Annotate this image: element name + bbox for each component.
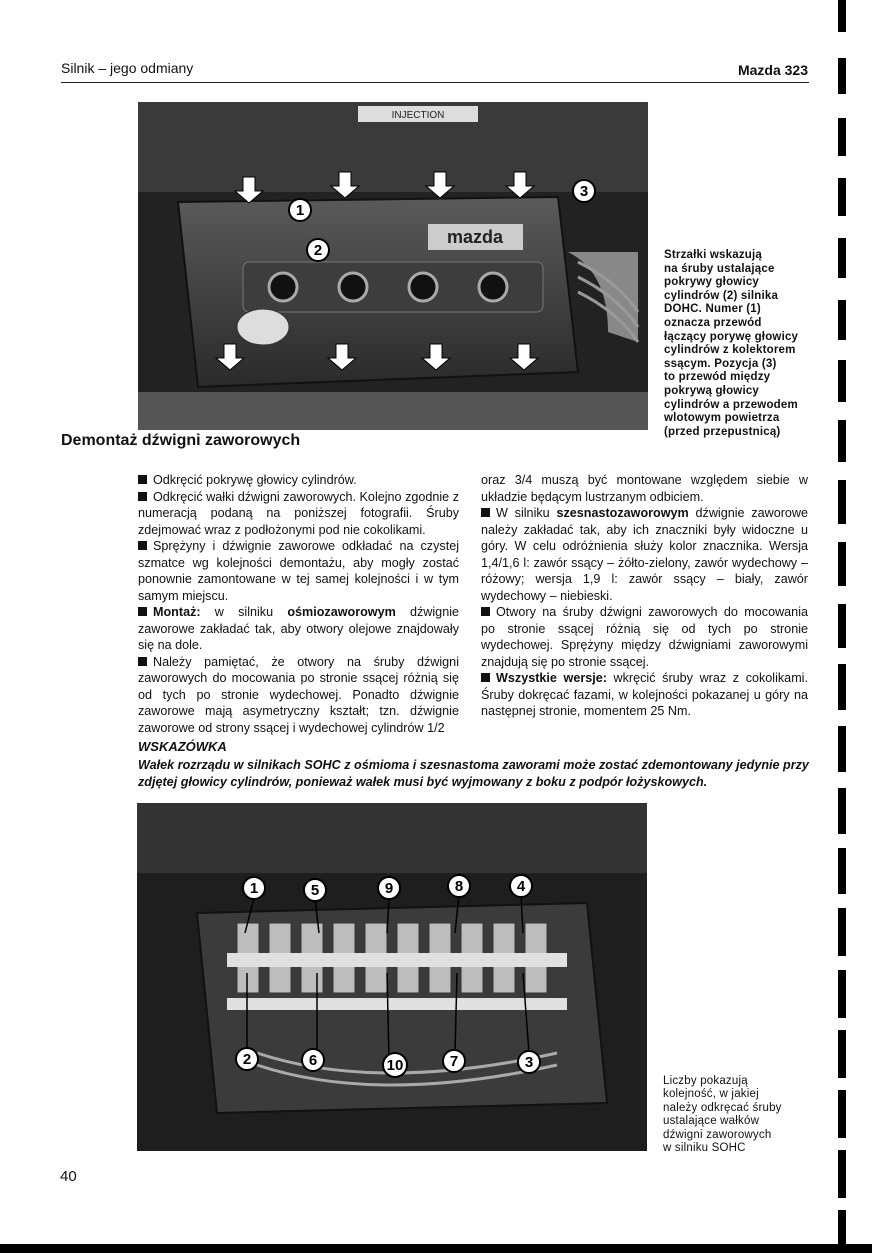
paragraph: Odkręcić pokrywę głowicy cylindrów.	[138, 472, 459, 489]
callout-6	[302, 1049, 324, 1071]
bullet-square	[138, 657, 147, 666]
callout-4	[510, 875, 532, 897]
page-number: 40	[60, 1168, 77, 1185]
note-body: Wałek rozrządu w silnikach SOHC z ośmioma i szesnastoma zaworami może zostać zdemontowany jedynie przy zdjętej głowicy cylindrów, ponieważ wałek musi być wyjmowany z boku z podpór łożyskowych.	[138, 758, 809, 789]
paragraph: Otwory na śruby dźwigni zaworowych do mocowania po stronie ssącej różnią się od tych po stronie wydechowej. Sprężyny między dźwigniami zaworowymi znajdują się po stronie ssącej.	[481, 605, 808, 669]
svg-text:5: 5	[310, 882, 320, 899]
bullet-square	[481, 607, 490, 616]
bottom-edge-bar	[0, 1244, 872, 1253]
running-header-right: Mazda 323	[737, 62, 808, 78]
callout-3	[518, 1051, 540, 1073]
callout-5	[304, 879, 326, 901]
svg-text:4: 4	[516, 878, 526, 895]
callout-2	[236, 1048, 258, 1070]
note-title: WSKAZÓWKA	[138, 739, 227, 754]
callout-3	[573, 180, 595, 202]
injection-badge: INJECTION	[391, 110, 445, 121]
bullet-square	[138, 607, 147, 616]
right-column	[481, 472, 808, 720]
bullet-square	[138, 492, 147, 501]
figure1-caption: Strzałki wskazują na śruby ustalające pokrywy głowicy cylindrów (2) silnika DOHC. Numer (1) oznacza przewód łączący porywę głowicy cylindrów z kolektorem ssącym. Pozycja (3) to przewód między pokrywą głowicy cylindrów a przewodem wlotowym powietrza (przed przepustnicą)	[664, 249, 799, 438]
paragraph: Odkręcić wałki dźwigni zaworowych. Kolejno zgodnie z numeracją podaną na poniższej fotografii. Śruby zdejmować wraz z podłożonymi pod nie cokolikami.	[138, 489, 459, 537]
bullet-square	[481, 673, 490, 682]
left-column	[138, 472, 459, 736]
svg-text:3: 3	[579, 183, 589, 200]
paragraph: Należy pamiętać, że otwory na śruby dźwigni zaworowych do mocowania po stronie ssącej różnią się od tych po stronie wydechowej. Ponadto dźwignie zaworowe mają asymetryczny kształt; tzn. dźwignie zaworowe od strony ssącej i wydechowej cylindrów 1/2	[138, 654, 459, 735]
running-header-left: Silnik – jego odmiany	[61, 60, 194, 76]
header-rule	[61, 82, 809, 83]
svg-text:2: 2	[313, 242, 323, 259]
svg-text:2: 2	[242, 1051, 252, 1068]
svg-text:1: 1	[295, 202, 305, 219]
paragraph: Sprężyny i dźwignie zaworowe odkładać na czystej szmatce wg kolejności demontażu, aby mogły zostać ponownie zamontowane w tej samej kolejności i w tym samym miejscu.	[138, 539, 459, 603]
svg-text:9: 9	[384, 880, 394, 897]
paragraph: Wszystkie wersje: wkręcić śruby wraz z cokolikami. Śruby dokręcać fazami, w kolejności pokazanej u góry na następnej stronie, momentem 25 Nm.	[481, 671, 808, 718]
svg-text:7: 7	[449, 1053, 459, 1070]
svg-text:6: 6	[308, 1052, 318, 1069]
svg-text:3: 3	[524, 1054, 534, 1071]
section-title: Demontaż dźwigni zaworowych	[61, 432, 301, 449]
callout-7	[443, 1050, 465, 1072]
bullet-square	[138, 541, 147, 550]
callout-8	[448, 875, 470, 897]
mazda-logo: mazda	[446, 227, 504, 247]
callout-9	[378, 877, 400, 899]
figure2-caption: Liczby pokazują kolejność, w jakiej należy odkręcać śruby ustalające wałków dźwigni zaworowych w silniku SOHC	[663, 1075, 782, 1155]
callout-2	[307, 239, 329, 261]
bullet-square	[481, 508, 490, 517]
engine-photo-dohc	[138, 102, 648, 430]
bullet-square	[138, 475, 147, 484]
callout-1	[289, 199, 311, 221]
callout-1	[243, 877, 265, 899]
svg-text:8: 8	[454, 878, 464, 895]
paragraph: Montaż: w silniku ośmiozaworowym dźwignie zaworowe zakładać tak, aby otwory olejowe znajdowały się na dole.	[138, 605, 459, 652]
svg-text:1: 1	[249, 880, 259, 897]
callout-10	[383, 1053, 407, 1077]
svg-text:10: 10	[386, 1057, 404, 1074]
paragraph: oraz 3/4 muszą być montowane względem siebie w układzie będącym lustrzanym odbiciem.	[481, 473, 808, 504]
paragraph: W silniku szesnastozaworowym dźwignie zaworowe należy zakładać tak, aby ich znaczniki były widoczne u góry. W celu odróżnienia służy kolor znacznika. Wersja 1,4/1,6 l: zawór ssący – żółto-zielony, zawór wydechowy – różowy; wersja 1,9 l: zawór ssący – biały, zawór wydechowy – niebieski.	[481, 506, 808, 603]
engine-photo-sohc	[137, 803, 647, 1151]
